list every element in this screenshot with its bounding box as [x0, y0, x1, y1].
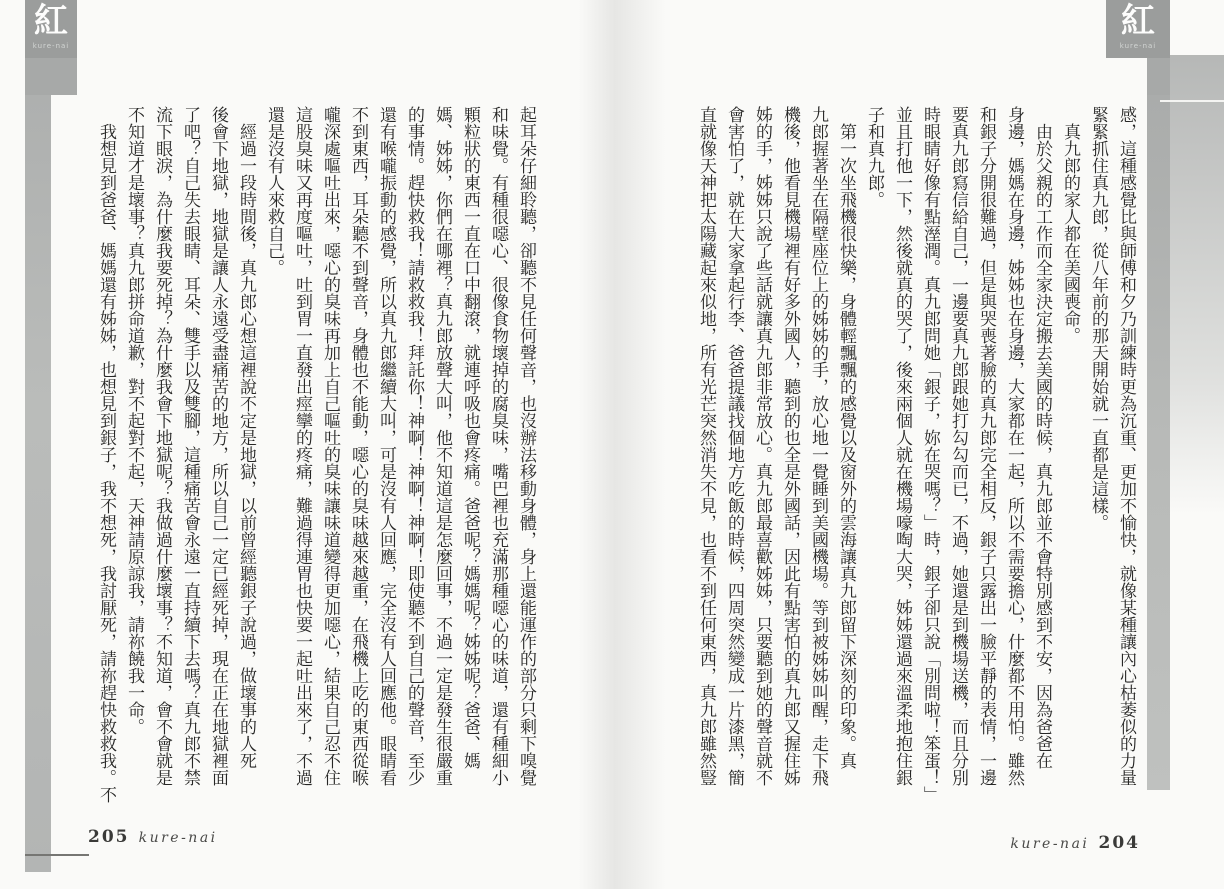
text-column: 媽、姊姊，你們在哪裡？真九郎放聲大叫，他不知道這是怎麼回事，不過一定是發生很嚴重	[432, 106, 452, 786]
text-column: 我想見到爸爸、媽媽還有姊姊，也想見到銀子，我不想死，我討厭死，請祢趕快救救我。不	[96, 106, 116, 803]
kurenai-logo-left	[25, 0, 77, 58]
text-column: 起耳朵仔細聆聽，卻聽不見任何聲音，也沒辦法移動身體，身上還能運作的部分只剩下嗅覺	[516, 106, 536, 786]
footer-margin-line	[25, 854, 89, 856]
right-page-text	[688, 106, 1140, 808]
logo-kanji: 紅	[34, 1, 68, 41]
text-column: 由於父親的工作而全家決定搬去美國的時候，真九郎並不會特別感到不安，因為爸爸在	[1032, 106, 1052, 769]
right-page-number: 204	[1098, 833, 1140, 853]
text-column: 嚨深處嘔吐出來，噁心的臭味再加上自己嘔吐的臭味讓味道變得更加噁心，結果自己忍不住	[320, 106, 340, 786]
scan-edge-band-right	[1170, 55, 1224, 515]
logo-romaji: kure-nai	[1119, 42, 1157, 50]
left-page-footer	[88, 827, 222, 847]
text-column: 不到東西，耳朵聽不到聲音，身體也不能動，噁心的臭味越來越重，在飛機上吃的東西從喉	[348, 106, 368, 786]
text-column: 顆粒狀的東西一直在口中翻滾，就連呼吸也會疼痛。爸爸呢？媽媽呢？姊姊呢？爸爸、媽	[460, 106, 480, 769]
text-column: 身邊，媽媽在身邊，姊姊也在身邊，大家都在一起，所以不需要擔心，什麼都不用怕。雖然	[1004, 106, 1024, 786]
scan-artifact-line	[1160, 100, 1224, 102]
text-column: 和銀子分開很難過，但是與哭喪著臉的真九郎完全相反，銀子只露出一臉平靜的表情，一邊	[976, 106, 996, 786]
text-column: 機後，他看見機場裡有好多外國人，聽到的也全是外國話，因此有點害怕的真九郎又握住姊	[780, 106, 800, 786]
left-page-text	[88, 106, 540, 808]
logo-kanji: 紅	[1121, 1, 1155, 41]
text-column: 這股臭味又再度嘔吐，吐到胃一直發出痙攣的疼痛，難過得連胃也快要一起吐出來了，不過	[292, 106, 312, 786]
text-column: 的事情。趕快救我！請救救我！拜託你！神啊！神啊！神啊！即使聽不到自己的聲音，至少	[404, 106, 424, 786]
text-column: 不知道才是壞事？真九郎拼命道歉，對不起對不起，天神請原諒我，請祢饒我一命。	[124, 106, 144, 735]
text-column: 九郎握著坐在隔壁座位上的姊姊的手，放心地一覺睡到美國機場。等到被姊姊叫醒，走下飛	[808, 106, 828, 786]
right-footer-brand: kure-nai	[1010, 836, 1090, 852]
kurenai-logo-right	[1106, 0, 1170, 58]
page-edge-strip-right	[1147, 95, 1170, 790]
text-column: 緊緊抓住真九郎，從八年前的那天開始就一直都是這樣。	[1088, 106, 1108, 531]
text-column: 後會下地獄，地獄是讓人永遠受盡痛苦的地方，所以自己一定已經死掉，現在正在地獄裡面	[208, 106, 228, 786]
text-column: 姊的手，姊姊只說了些話就讓真九郎非常放心。真九郎最喜歡姊姊，只要聽到她的聲音就不	[752, 106, 772, 786]
text-column: 還有喉嚨振動的感覺，所以真九郎繼續大叫，可是沒有人回應，完全沒有人回應他。眼睛看	[376, 106, 396, 786]
text-column: 了吧？自己失去眼睛、耳朵、雙手以及雙腳，這種痛苦會永遠一直持續下去嗎？真九郎不禁	[180, 106, 200, 786]
text-column: 還是沒有人來救自己。	[264, 106, 284, 276]
text-column: 真九郎的家人都在美國喪命。	[1060, 106, 1080, 344]
text-column: 第一次坐飛機很快樂，身體輕飄飄的感覺以及窗外的雲海讓真九郎留下深刻的印象。真	[836, 106, 856, 769]
text-column: 流下眼淚，為什麼我要死掉？為什麼我會下地獄呢？我做過什麼壞事？不知道，會不會就是	[152, 106, 172, 786]
text-column: 要真九郎寫信給自己，一邊要真九郎跟她打勾勾而已，不過，她還是到機場送機，而且分別	[948, 106, 968, 786]
text-column: 時眼睛好像有點溼潤。真九郎問她「銀子，妳在哭嗎？」時，銀子卻只說「別問啦！笨蛋！」	[920, 106, 940, 803]
logo-romaji: kure-nai	[32, 42, 70, 50]
left-footer-brand: kure-nai	[138, 830, 218, 846]
text-column: 子和真九郎。	[864, 106, 884, 208]
text-column: 並且打他一下，然後就真的哭了，後來兩個人就在機場嚎啕大哭，姊姊還過來溫柔地抱住銀	[892, 106, 912, 786]
left-page-number: 205	[88, 827, 130, 847]
text-column: 直就像天神把太陽藏起來似地，所有光芒突然消失不見，也看不到任何東西，真九郎雖然豎	[696, 106, 716, 786]
logo-edge-shade-right	[1147, 58, 1170, 95]
logo-edge-shade-left	[25, 58, 77, 95]
page-gutter-shadow	[578, 0, 666, 889]
right-page-footer	[1006, 833, 1140, 853]
page-edge-strip-left	[25, 95, 51, 872]
text-column: 會害怕了，就在大家拿起行李、爸爸提議找個地方吃飯的時候，四周突然變成一片漆黑，簡	[724, 106, 744, 786]
text-column: 經過一段時間後，真九郎心想這裡說不定是地獄，以前曾經聽銀子說過，做壞事的人死	[236, 106, 256, 769]
text-column: 和味覺。有種很噁心、很像食物壞掉的腐臭味，嘴巴裡也充滿那種噁心的味道，還有種細小	[488, 106, 508, 786]
text-column: 感，這種感覺比與師傅和夕乃訓練時更為沉重、更加不愉快，就像某種讓內心枯萎似的力量	[1116, 106, 1136, 786]
